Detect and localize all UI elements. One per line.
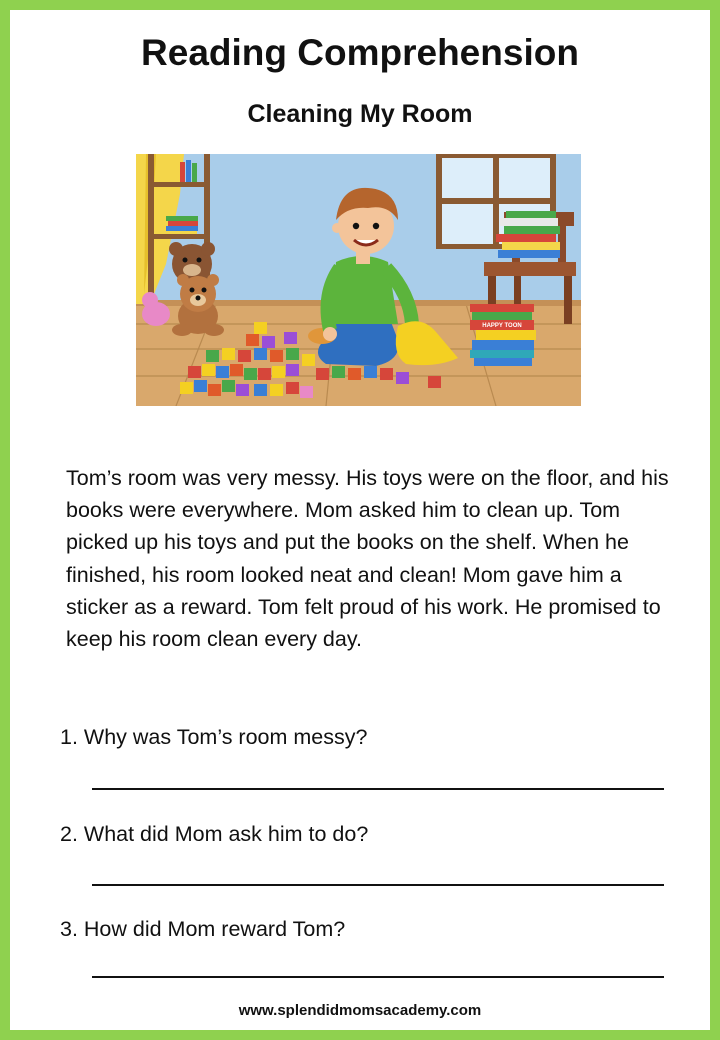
story-paragraph: Tom’s room was very messy. His toys were on the floor, and his books were everywhere. Mom asked him to clean up. Tom picked up his toys and put the books on the shelf. When he finished, his room looked neat and clean! Mom gave him a sticker as a reward. Tom felt proud of his work. He promised to keep his room clean every day. <box>66 466 669 652</box>
question-2: 2. What did Mom ask him to do? <box>60 822 369 846</box>
book-spine-text: HAPPY TOON <box>482 323 522 329</box>
answer-line-2[interactable] <box>92 884 664 886</box>
book-stack-floor <box>470 304 536 366</box>
story-title: Cleaning My Room <box>247 100 473 128</box>
footer-url: www.splendidmomsacademy.com <box>238 1002 482 1019</box>
cleaning-room-illustration <box>136 154 581 406</box>
answer-line-3[interactable] <box>92 976 664 978</box>
question-3: 3. How did Mom reward Tom? <box>60 917 346 941</box>
answer-line-1[interactable] <box>92 788 664 790</box>
page-title: Reading Comprehension <box>141 32 579 73</box>
question-1: 1. Why was Tom’s room messy? <box>60 725 368 749</box>
book-stack-chair <box>496 211 560 258</box>
